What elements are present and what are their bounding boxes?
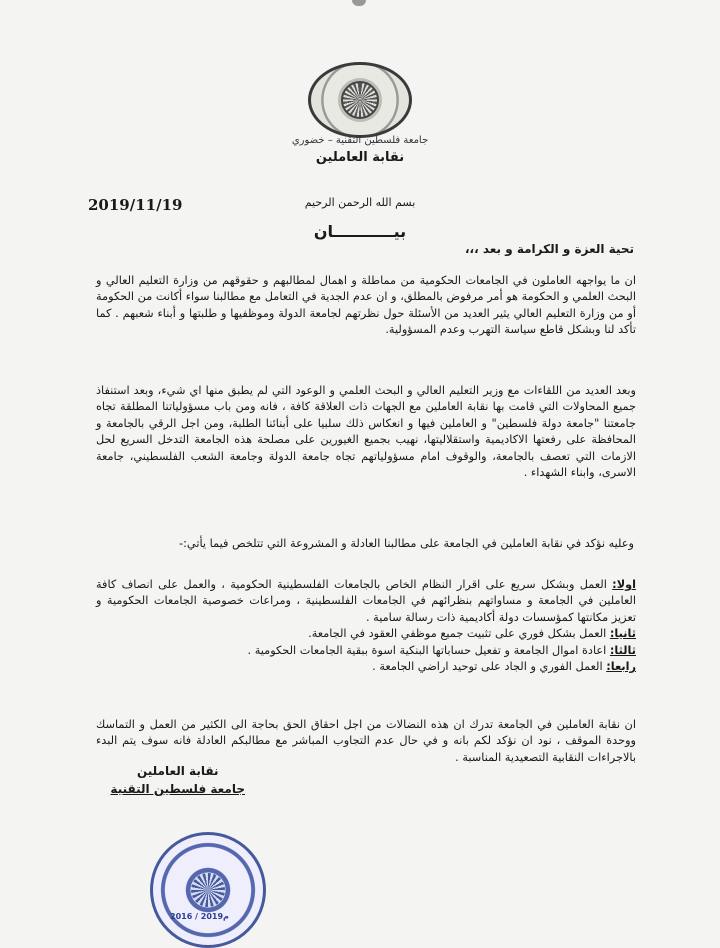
paragraph-closing: ان نقابة العاملين في الجامعة تدرك ان هذه النضالات من اجل احقاق الحق بحاجة الى الكثير من العمل و التماسك ووحدة الموقف ، نود ان نؤكد لكم بانه و في حال عدم التجاوب المباشر مع مطالبكم العادلة فانه سوف يتم البدء بالاجراءات النقابية التصعيدية المناسبة . xyxy=(96,718,636,764)
demand-label: ثالثا: xyxy=(609,643,636,657)
top-ornament xyxy=(352,0,366,6)
stamp-year: 2016 / 2019م xyxy=(170,912,229,921)
demand-label: اولا: xyxy=(612,578,636,591)
statement-title: بيـــــــــــان xyxy=(313,222,407,241)
demand-text: العمل الفوري و الجاد على توحيد اراضي الجامعة . xyxy=(372,660,607,674)
union-name: نقابة العاملين xyxy=(315,150,405,165)
demand-text: اعادة اموال الجامعة و تفعيل حساباتها البنكية اسوة ببقية الجامعات الحكومية . xyxy=(247,643,610,657)
letterhead xyxy=(0,135,720,165)
demand-item xyxy=(96,577,636,626)
demand-item xyxy=(96,626,636,642)
demand-label: رابعا: xyxy=(606,660,636,674)
demand-item xyxy=(96,659,636,675)
basmala: بسم الله الرحمن الرحيم xyxy=(304,196,416,209)
university-seal-icon xyxy=(308,62,412,138)
demand-text: العمل وبشكل سريع على اقرار النظام الخاص بالجامعات الفلسطينية الحكومية ، والعمل على انصاف كافة العاملين في الجامعة و مساواتهم بنظرائهم في الجامعات الفلسطينية ، ومراعات خصوصية الجامعات الحكومية و تعزيز مكانتها كمؤسسات دولة أكاديمية ذات رسالة سامية . xyxy=(96,578,636,624)
demand-label: ثانيا: xyxy=(609,627,636,641)
paragraph-2: وبعد العديد من اللقاءات مع وزير التعليم العالي و البحث العلمي و الوعود التي لم يطبق منها اي شيء، وبعد استنفاذ جميع المحاولات التي قامت بها نقابة العاملين مع الجهات ذات العلاقة كافة ، فانه ومن باب مسؤولياتنا المطلقة تجاه جامعتنا "جامعة دولة فلسطين" و العاملين فيها و انعكاس ذلك سلبيا على أبنائنا الطلبة، ومن اجل الرقي بالجامعة و المحافظة على رفعتها الاكاديمية واستقلاليتها، نهيب بجميع الغيورين على مصلحة هذه الجامعة التدخل السريع لحل الازمات التي تعصف بالجامعة، والوقوف امام مسؤولياتهم تجاه جامعة الدولة وجامعة الشعب الفلسطيني، جامعة الاسرى، وابناء الشهداء . xyxy=(96,384,636,480)
demands-intro: وعليه نؤكد في نقابة العاملين في الجامعة على مطالبنا العادلة و المشروعة التي تتلخص فيما يأتي:- xyxy=(179,537,634,550)
document-date: 2019/11/19 xyxy=(88,196,183,214)
paragraph-1: ان ما يواجهه العاملون في الجامعات الحكومية من مماطلة و اهمال لمطالبهم و حقوقهم من وزارة التعليم العالي و البحث العلمي و الحكومة هو أمر مرفوض بالمطلق، و ان عدم الجدية في التعامل مع مطالبنا سواء أكانت من الحكومة أو من وزارة التعليم العالي يثير العديد من الأسئلة حول نظرتهم لجامعة الدولة وموظفيها و طلبتها و أبناء شعبهم . كما تأكد لنا وبشكل قاطع سياسة التهرب وعدم المسؤولية. xyxy=(96,274,636,337)
greeting: تحية العزة و الكرامة و بعد ،،، xyxy=(464,242,634,256)
signature-block xyxy=(110,762,245,798)
signature-union: نقابة العاملين xyxy=(136,764,219,778)
demand-text: العمل بشكل فوري على تثبيت جميع موظفي العقود في الجامعة. xyxy=(308,627,610,641)
demand-item xyxy=(96,643,636,659)
university-name: جامعة فلسطين التقنية – خضوري xyxy=(291,135,429,146)
signature-university: جامعة فلسطين التقنية xyxy=(110,782,245,796)
demands-list xyxy=(96,577,636,675)
